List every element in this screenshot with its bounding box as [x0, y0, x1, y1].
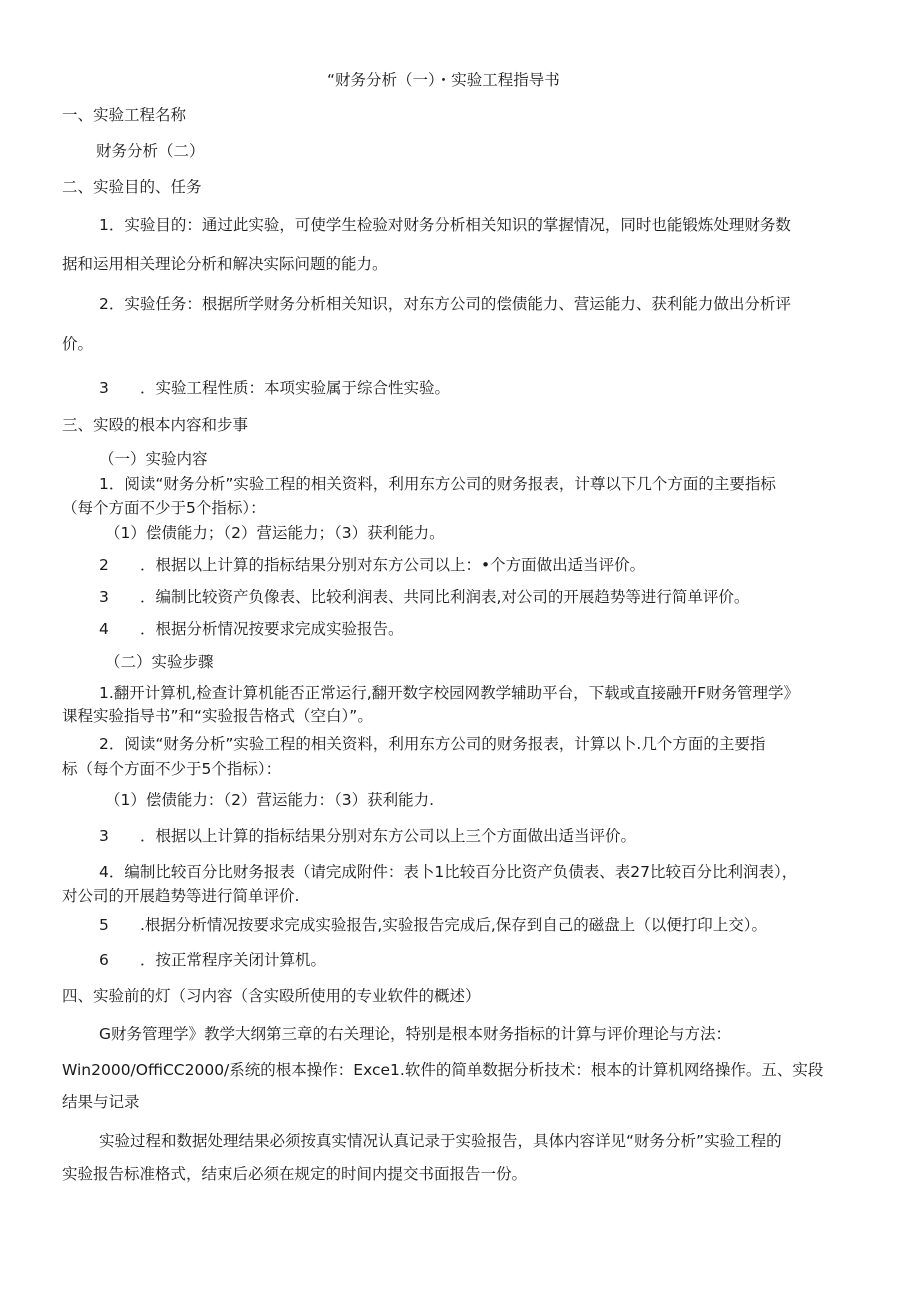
list-number: 6: [99, 951, 109, 969]
list-item-text: ．根据以上计算的指标结果分别对东方公司以上三个方面做出适当评价。: [140, 827, 637, 845]
paragraph-line: （1）偿债能力；（2）营运能力；（3）获利能力。: [105, 524, 445, 542]
list-item-text: ．根据分析情况按要求完成实验报告。: [140, 620, 404, 638]
section-4-heading: 四、实验前的灯（习内容（含实殴所使用的专业软件的概述）: [62, 987, 481, 1005]
list-number: 4: [99, 620, 109, 638]
paragraph-line: 据和运用相关理论分析和解决实际问题的能力。: [62, 255, 388, 273]
paragraph-line: （每个方面不少于5个指标）：: [62, 499, 266, 517]
list-number: 5: [99, 916, 109, 934]
section-1-body: 财务分析（二）: [96, 142, 205, 160]
section-2-heading: 二、实验目的、任务: [62, 178, 202, 196]
section-1-heading: 一、实验工程名称: [62, 106, 187, 124]
list-item-text: .根据分析情况按要求完成实验报告,实验报告完成后,保存到自己的磁盘上（以便打印上交）。: [140, 916, 768, 934]
paragraph-line: 4．编制比较百分比财务报表（请完成附件：表卜1比较百分比资产负债表、表27比较百分比利润表），: [99, 863, 798, 881]
paragraph-line: 实验报告标准格式，结束后必须在规定的时间内提交书面报告一份。: [62, 1165, 528, 1183]
paragraph-line: 1.翻开计算机,检查计算机能否正常运行,翻开数字校园网教学辅助平台，下载或直接融开F财务管理学》: [99, 684, 800, 702]
paragraph-line: 价。: [62, 335, 94, 353]
list-number: 3: [99, 827, 109, 845]
paragraph-line: 标（每个方面不少于5个指标）：: [62, 760, 282, 778]
paragraph-line: G财务管理学》教学大纲第三章的右关理论，特别是根本财务指标的计算与评价理论与方法：: [99, 1025, 732, 1043]
paragraph-line: 1．阅读“财务分析”实验工程的相关资料，利用东方公司的财务报表，计尊以下几个方面的主要指标: [99, 475, 776, 493]
paragraph-line: 1．实验目的：通过此实验，可使学生检验对财务分析相关知识的掌握情况，同时也能锻炼处理财务数: [99, 216, 791, 234]
paragraph-line: 2．实验任务：根据所学财务分析相关知识，对东方公司的偿债能力、营运能力、获利能力做出分析评: [99, 295, 791, 313]
list-number: 2: [99, 556, 109, 574]
paragraph-line: 实验过程和数据处理结果必须按真实情况认真记录于实验报告，具体内容详见“财务分析”实验工程的: [99, 1132, 782, 1150]
list-item-text: ．按正常程序关闭计算机。: [140, 951, 327, 969]
list-item-text: ．根据以上计算的指标结果分别对东方公司以上：•个方面做出适当评价。: [140, 556, 646, 574]
list-item-text: ．编制比较资产负像表、比较利润表、共同比利润表,对公司的开展趋势等进行简单评价。: [140, 588, 750, 606]
paragraph-line: Win2000/OffiCC2000/系统的根本操作：Exce1.软件的简单数据分析技术：根本的计算机网络操作。五、实段: [62, 1061, 824, 1079]
paragraph-line: 课程实验指导书”和“实验报告格式（空白）”。: [62, 707, 373, 725]
list-number: 3: [99, 588, 109, 606]
section-3-heading: 三、实殴的根本内容和步事: [62, 416, 249, 434]
paragraph-line: 对公司的开展趋势等进行简单评价.: [62, 887, 300, 905]
document-title: “财务分析（一）・实验工程指导书: [327, 71, 560, 89]
paragraph-line: 结果与记录: [62, 1093, 140, 1111]
paragraph-line: 2．阅读“财务分析”实验工程的相关资料，利用东方公司的财务报表，计算以卜.几个方面的主要指: [99, 735, 766, 753]
subsection-heading: （二）实验步骤: [105, 653, 214, 671]
list-item-text: ．实验工程性质：本项实验属于综合性实验。: [140, 379, 451, 397]
paragraph-line: （1）偿债能力：（2）营运能力：（3）获利能力.: [105, 791, 435, 809]
subsection-heading: （一）实验内容: [99, 450, 208, 468]
list-number: 3: [99, 379, 109, 397]
